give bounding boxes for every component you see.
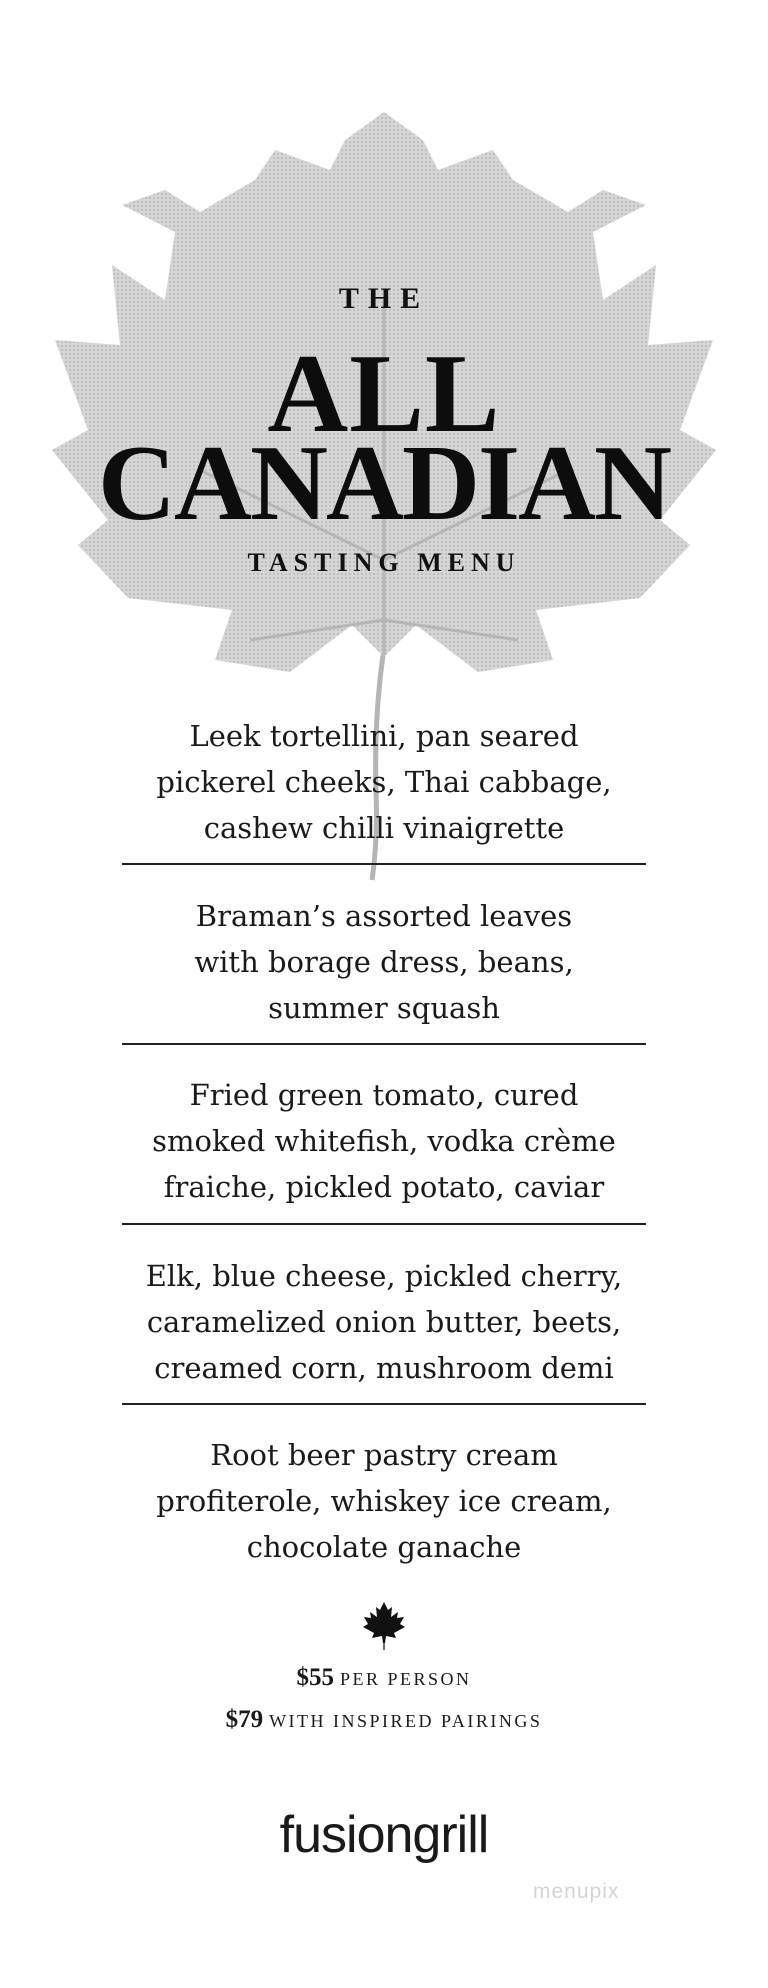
price-label: WITH INSPIRED PAIRINGS: [269, 1711, 543, 1731]
divider: [122, 1043, 646, 1045]
maple-leaf-icon: [361, 1600, 407, 1650]
divider: [122, 863, 646, 865]
course-2: [100, 893, 668, 1031]
price-amount: $55: [296, 1664, 334, 1691]
price-amount: $79: [225, 1706, 264, 1733]
course-line: summer squash: [268, 991, 500, 1025]
divider: [122, 1403, 646, 1405]
fusiongrill-logo: fusiongrill: [279, 1806, 489, 1864]
price-with-pairings: [0, 1706, 768, 1734]
price-label: PER PERSON: [339, 1669, 472, 1689]
course-5: [100, 1432, 668, 1570]
course-line: Braman’s assorted leaves: [195, 899, 573, 933]
title-canadian: CANADIAN: [98, 424, 670, 543]
course-3: [100, 1072, 668, 1210]
course-line: smoked whitefish, vodka crème: [152, 1124, 616, 1158]
course-line: pickerel cheeks, Thai cabbage,: [156, 765, 612, 799]
course-line: Leek tortellini, pan seared: [189, 719, 579, 753]
title-tasting-menu: TASTING MENU: [247, 548, 521, 577]
course-line: with borage dress, beans,: [194, 945, 574, 979]
course-line: profiterole, whiskey ice cream,: [156, 1484, 612, 1518]
price-per-person: [0, 1664, 768, 1692]
course-line: caramelized onion butter, beets,: [146, 1305, 622, 1339]
course-line: Elk, blue cheese, pickled cherry,: [145, 1259, 623, 1293]
course-line: fraiche, pickled potato, caviar: [163, 1170, 605, 1204]
course-line: chocolate ganache: [246, 1530, 522, 1564]
course-line: creamed corn, mushroom demi: [154, 1351, 614, 1385]
course-line: cashew chilli vinaigrette: [203, 811, 565, 845]
course-1: [100, 713, 668, 851]
title-the: THE: [338, 282, 430, 315]
course-line: Fried green tomato, cured: [189, 1078, 579, 1112]
course-4: [100, 1253, 668, 1391]
divider: [122, 1223, 646, 1225]
course-line: Root beer pastry cream: [210, 1438, 558, 1472]
menupix-watermark: menupix: [533, 1880, 620, 1903]
title-all: ALL: [267, 332, 501, 456]
